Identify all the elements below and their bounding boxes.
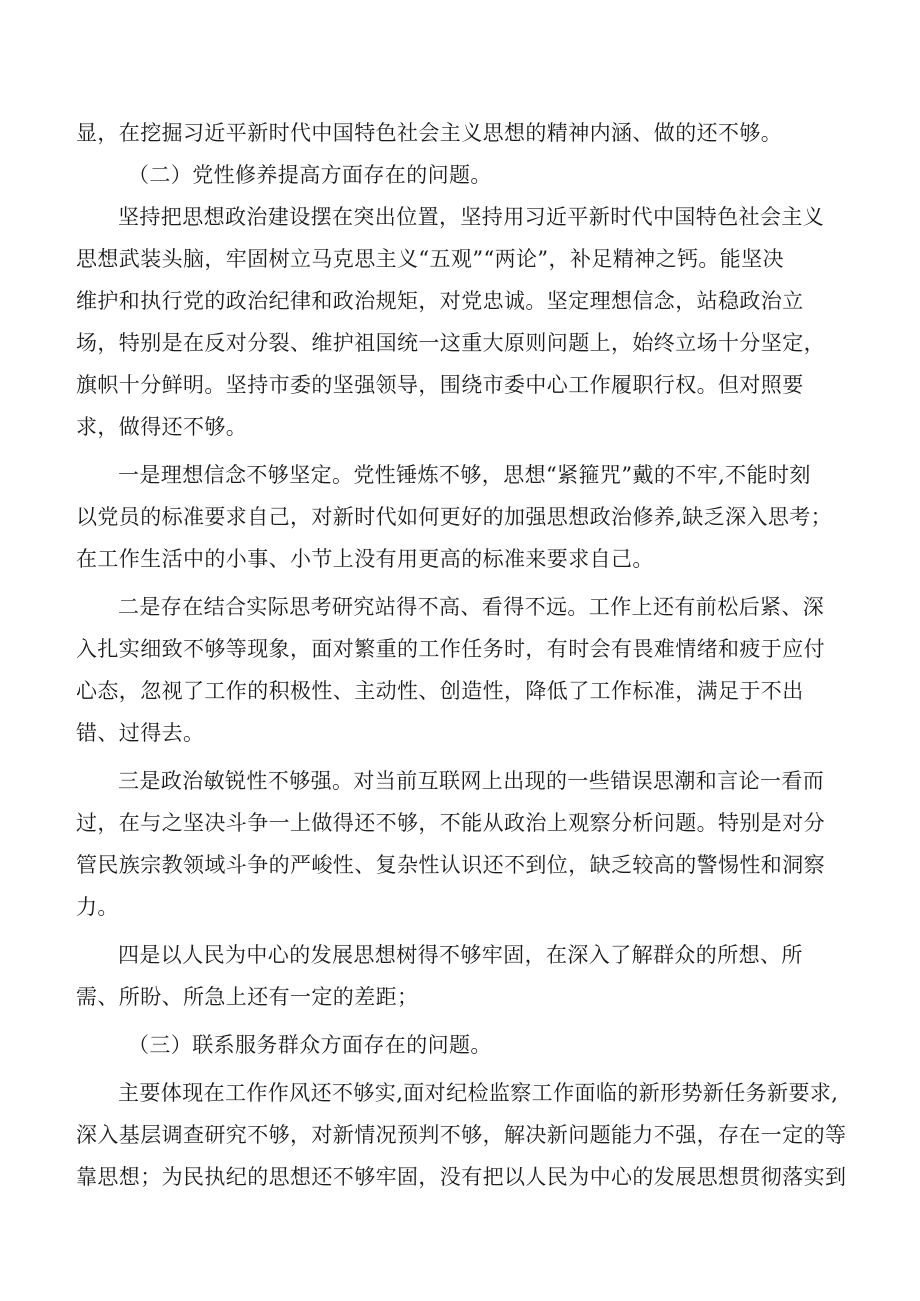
text-line: 三是政治敏锐性不够强。对当前互联网上出现的一些错误思潮和言论一看而	[118, 769, 825, 793]
section-heading: （三）联系服务群众方面存在的问题。	[128, 1033, 492, 1057]
text-line: 靠思想；为民执纪的思想还不够牢固，没有把以人民为中心的发展思想贯彻落实到	[76, 1165, 847, 1189]
text-line: 场，特别是在反对分裂、维护祖国统一这重大原则问题上，始终立场十分坚定，	[76, 331, 825, 355]
text-line: 显，在挖掘习近平新时代中国特色社会主义思想的精神内涵、做的还不够。	[76, 121, 783, 145]
text-line: 入扎实细致不够等现象，面对繁重的工作任务时，有时会有畏难情绪和疲于应付	[76, 637, 825, 661]
text-line: 主要体现在工作作风还不够实,面对纪检监察工作面临的新形势新任务新要求,	[118, 1081, 839, 1105]
text-line: 坚持把思想政治建设摆在突出位置，坚持用习近平新时代中国特色社会主义	[118, 205, 825, 229]
text-line: 力。	[76, 895, 119, 919]
text-line: 一是理想信念不够坚定。党性锤炼不够，思想“紧箍咒”戴的不牢,不能时刻	[118, 463, 811, 487]
text-line: 深入基层调查研究不够，对新情况预判不够，解决新问题能力不强，存在一定的等	[76, 1123, 847, 1147]
text-line: 错、过得去。	[76, 721, 205, 745]
text-line: 思想武装头脑，牢固树立马克思主义“五观”“两论”，补足精神之钙。能坚决	[76, 247, 784, 271]
text-line: 管民族宗教领域斗争的严峻性、复杂性认识还不到位，缺乏较高的警惕性和洞察	[76, 853, 825, 877]
text-line: 以党员的标准要求自己，对新时代如何更好的加强思想政治修养,缺乏深入思考；	[76, 505, 833, 529]
text-line: 维护和执行党的政治纪律和政治规矩，对党忠诚。坚定理想信念，站稳政治立	[76, 289, 804, 313]
text-line: 过，在与之坚决斗争一上做得还不够，不能从政治上观察分析问题。特别是对分	[76, 811, 825, 835]
text-line: 心态，忽视了工作的积极性、主动性、创造性，降低了工作标准，满足于不出	[76, 679, 804, 703]
text-line: 旗帜十分鲜明。坚持市委的坚强领导，围绕市委中心工作履职行权。但对照要	[76, 373, 804, 397]
text-line: 二是存在结合实际思考研究站得不高、看得不远。工作上还有前松后紧、深	[118, 595, 825, 619]
section-heading: （二）党性修养提高方面存在的问题。	[128, 163, 492, 187]
text-line: 四是以人民为中心的发展思想树得不够牢固，在深入了解群众的所想、所	[118, 943, 803, 967]
text-line: 在工作生活中的小事、小节上没有用更高的标准来要求自己。	[76, 547, 654, 571]
text-line: 求，做得还不够。	[76, 415, 248, 439]
text-line: 需、所盼、所急上还有一定的差距；	[76, 985, 419, 1009]
